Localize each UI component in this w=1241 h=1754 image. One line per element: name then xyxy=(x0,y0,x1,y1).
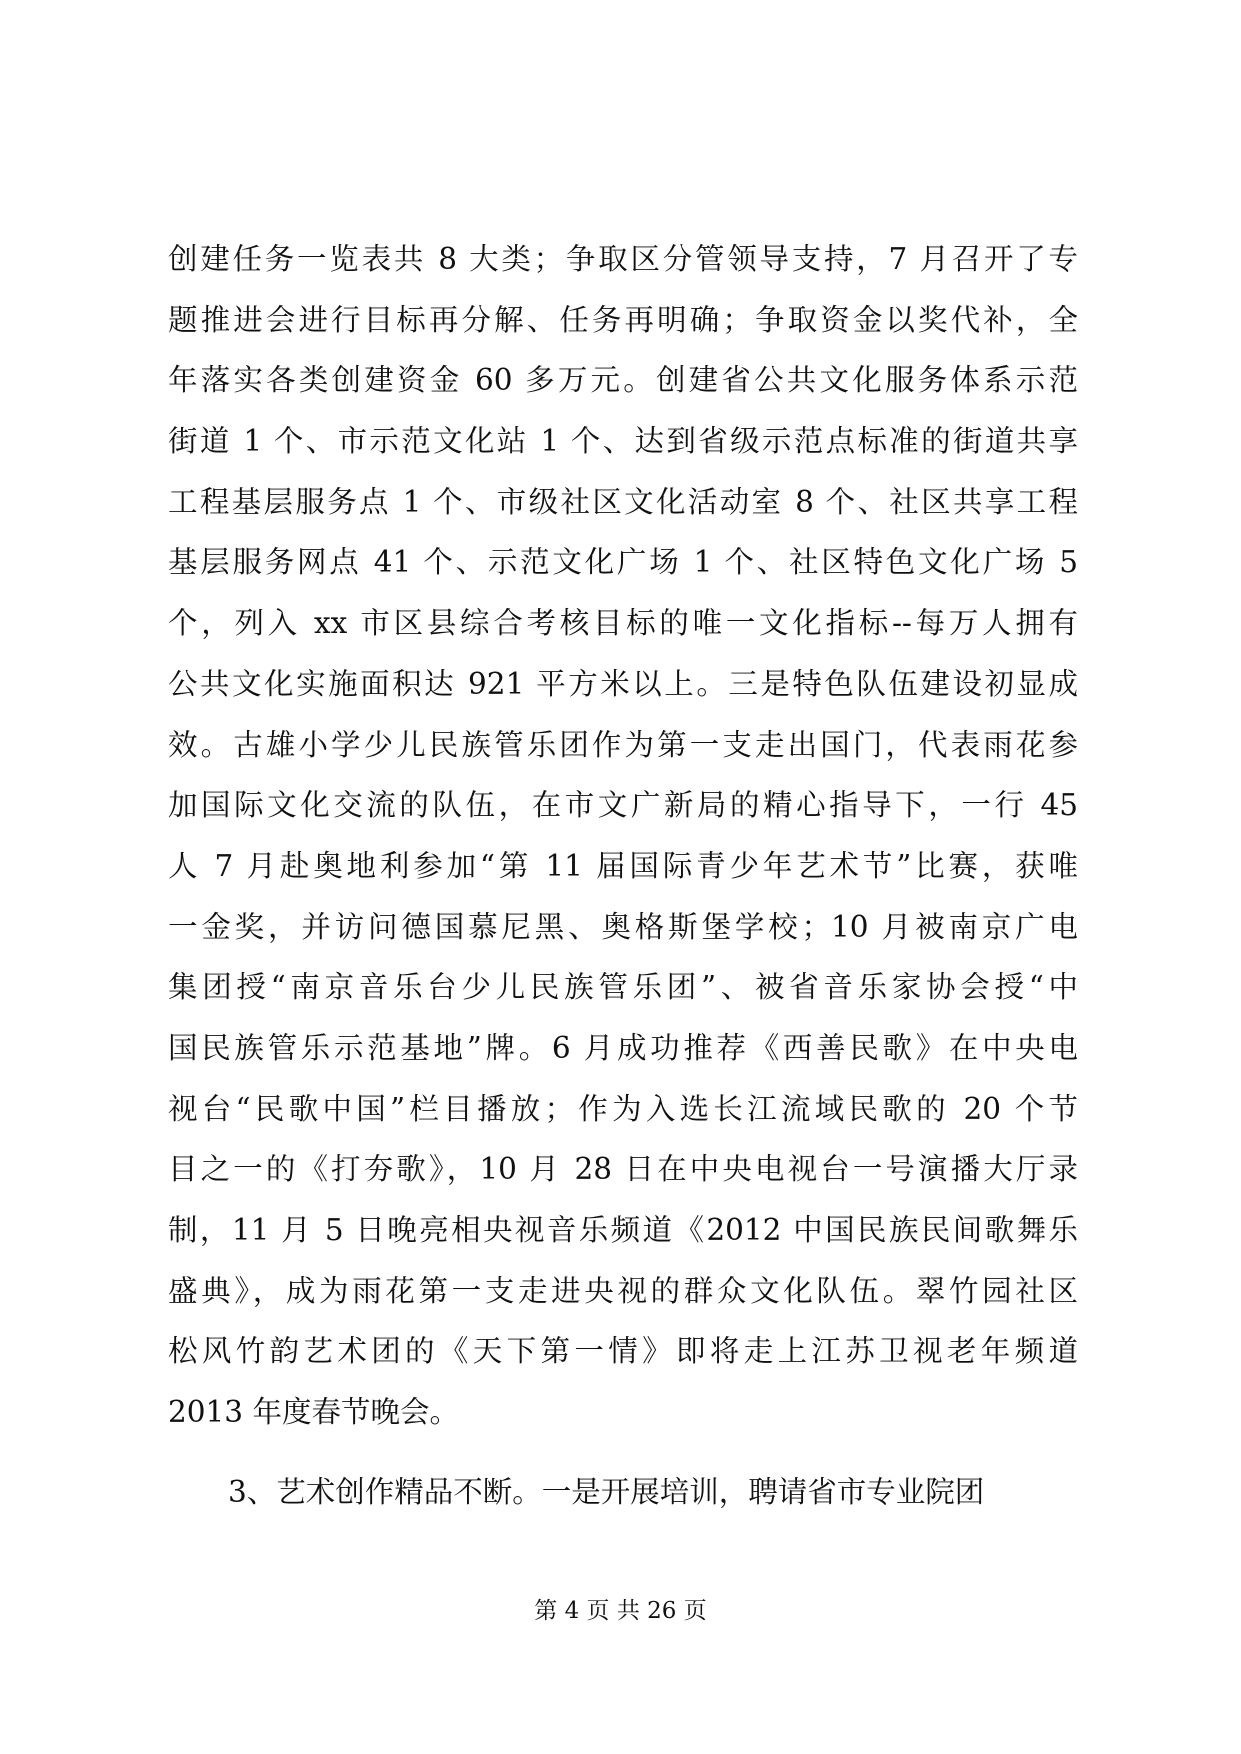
text-line: 2013 年度春节晚会。 xyxy=(168,1395,459,1430)
text-line: 题推进会进行目标再分解、任务再明确；争取资金以奖代补，全 xyxy=(168,302,1078,337)
text-line: 创建任务一览表共 8 大类；争取区分管领导支持，7 月召开了专 xyxy=(168,242,1078,276)
text-line: 视台“民歌中国”栏目播放；作为入选长江流域民歌的 20 个节 xyxy=(168,1091,1078,1126)
text-line: 工程基层服务点 1 个、市级社区文化活动室 8 个、社区共享工程 xyxy=(168,484,1078,519)
text-line: 个，列入 xx 市区县综合考核目标的唯一文化指标--每万人拥有 xyxy=(168,606,1078,641)
text-line: 目之一的《打夯歌》，10 月 28 日在中央电视台一号演播大厅录 xyxy=(168,1152,1078,1187)
text-line: 效。古雄小学少儿民族管乐团作为第一支走出国门，代表雨花参 xyxy=(168,727,1078,762)
paragraph-spacing xyxy=(168,1443,1078,1462)
text-line: 人 7 月赴奥地利参加“第 11 届国际青少年艺术节”比赛，获唯 xyxy=(168,848,1078,883)
text-line: 盛典》，成为雨花第一支走进央视的群众文化队伍。翠竹园社区 xyxy=(168,1273,1078,1308)
text-line: 松风竹韵艺术团的《天下第一情》即将走上江苏卫视老年频道 xyxy=(168,1334,1078,1369)
text-line: 加国际文化交流的队伍，在市文广新局的精心指导下，一行 45 xyxy=(168,788,1078,823)
paragraph xyxy=(168,229,1078,1443)
body-text xyxy=(168,229,1078,1522)
text-line: 年落实各类创建资金 60 多万元。创建省公共文化服务体系示范 xyxy=(168,363,1078,398)
text-line: 公共文化实施面积达 921 平方米以上。三是特色队伍建设初显成 xyxy=(168,666,1078,701)
text-line: 基层服务网点 41 个、示范文化广场 1 个、社区特色文化广场 5 xyxy=(168,545,1078,580)
text-line: 街道 1 个、市示范文化站 1 个、达到省级示范点标准的街道共享 xyxy=(168,424,1078,459)
text-line: 一金奖，并访问德国慕尼黑、奥格斯堡学校；10 月被南京广电 xyxy=(168,909,1078,944)
text-line: 制，11 月 5 日晚亮相央视音乐频道《2012 中国民族民间歌舞乐 xyxy=(168,1213,1078,1247)
text-line: 3、艺术创作精品不断。一是开展培训，聘请省市专业院团 xyxy=(228,1474,985,1509)
paragraph xyxy=(168,1462,1078,1523)
text-line: 集团授“南京音乐台少儿民族管乐团”、被省音乐家协会授“中 xyxy=(168,970,1078,1005)
page-number-footer: 第 4 页 共 26 页 xyxy=(534,1598,707,1624)
text-line: 国民族管乐示范基地”牌。6 月成功推荐《西善民歌》在中央电 xyxy=(168,1030,1078,1065)
